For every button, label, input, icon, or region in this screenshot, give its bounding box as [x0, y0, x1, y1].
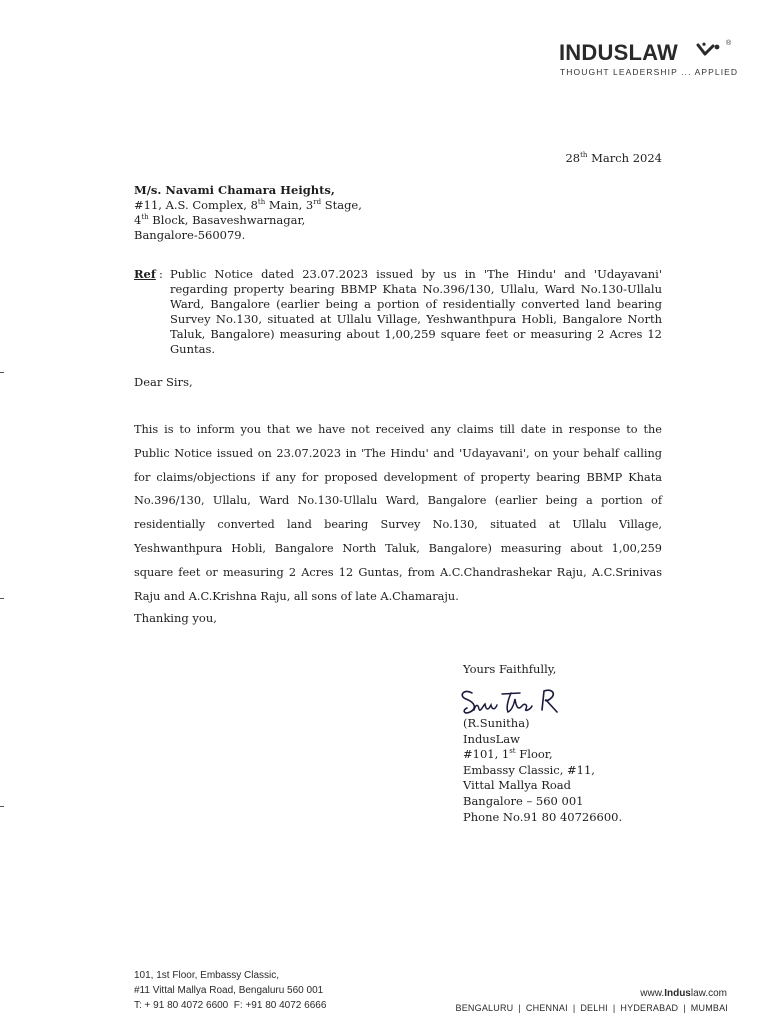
- margin-mark: [0, 598, 4, 599]
- footer-address-line: 101, 1st Floor, Embassy Classic,: [134, 970, 280, 981]
- logo-tagline: THOUGHT LEADERSHIP ... APPLIED: [560, 67, 739, 77]
- signatory-address-line: Vittal Mallya Road: [463, 778, 572, 793]
- closing-line: Yours Faithfully,: [463, 662, 557, 676]
- date-month-year: March 2024: [587, 151, 662, 165]
- footer-address-line: #11 Vittal Mallya Road, Bengaluru 560 001: [134, 985, 324, 996]
- signatory-firm: IndusLaw: [463, 731, 520, 746]
- signatory-phone: Phone No.91 80 40726600.: [463, 809, 623, 824]
- reference-text: Public Notice dated 23.07.2023 issued by us in 'The Hindu' and 'Udayavani' regarding property bearing BBMP Khata No.396/130, Ullalu, Ward No.130-Ullalu Ward, Bangalore (earlier being a portion of residentially converted land bearing Survey No.130, situated at Ullalu Village, Yeshwanthpura Hobli, Bangalore North Taluk, Bangalore) measuring about 1,00,259 square feet or measuring 2 Acres 12 Guntas.: [170, 267, 662, 356]
- footer-city: MUMBAI: [690, 1003, 728, 1013]
- addressee-line: 4th Block, Basaveshwarnagar,: [134, 213, 306, 227]
- footer-website-link[interactable]: www.Induslaw.com: [640, 988, 727, 999]
- body-paragraph: This is to inform you that we have not received any claims till date in response to the Public Notice issued on 23.07.2023 in 'The Hindu' and 'Udayavani', on your behalf calling for claims/objections if any for proposed development of property bearing BBMP Khata No.396/130, Ullalu, Ward No.130-Ullalu Ward, Bangalore (earlier being a portion of residentially converted land bearing Survey No.130, situated at Ullalu Village, Yeshwanthpura Hobli, Bangalore North Taluk, Bangalore) measuring about 1,00,259 square feet or measuring 2 Acres 12 Guntas, from A.C.Chandrashekar Raju, A.C.Srinivas Raju and A.C.Krishna Raju, all sons of late A.Chamaraju.: [134, 423, 662, 603]
- logo-wordmark: INDUSLAW: [559, 40, 678, 65]
- footer-address: [134, 968, 326, 1013]
- signatory-address-line: Bangalore – 560 001: [463, 793, 584, 808]
- margin-mark: [0, 372, 4, 373]
- reference-colon: :: [159, 267, 163, 281]
- footer-city: CHENNAI: [525, 1003, 568, 1013]
- city-separator: |: [683, 1003, 686, 1013]
- addressee-line: Bangalore-560079.: [134, 228, 246, 242]
- margin-mark: [0, 806, 4, 807]
- registered-mark: ®: [726, 40, 732, 47]
- signatory-block: [463, 716, 622, 825]
- city-separator: |: [572, 1003, 576, 1013]
- footer-contact-line: T: + 91 80 4072 6600 F: +91 80 4072 6666: [134, 1000, 327, 1011]
- reference-label: Ref: [134, 267, 156, 281]
- date-suffix: th: [580, 151, 588, 160]
- salutation: Dear Sirs,: [134, 375, 193, 389]
- addressee-name: M/s. Navami Chamara Heights,: [134, 183, 335, 197]
- footer-city: BENGALURU: [455, 1003, 514, 1013]
- footer-city: DELHI: [580, 1003, 608, 1013]
- footer-cities: [456, 1003, 728, 1013]
- date-day: 28: [565, 151, 581, 165]
- city-separator: |: [612, 1003, 616, 1013]
- reference-block: [134, 267, 662, 357]
- footer-city: HYDERABAD: [620, 1003, 679, 1013]
- thanking-line: Thanking you,: [134, 611, 217, 625]
- addressee-line: #11, A.S. Complex, 8th Main, 3rd Stage,: [134, 198, 362, 212]
- signatory-name: (R.Sunitha): [463, 716, 530, 730]
- signatory-address-line: #101, 1st Floor,: [463, 747, 553, 762]
- signatory-address-line: Embassy Classic, #11,: [463, 762, 595, 777]
- city-separator: |: [518, 1003, 521, 1013]
- addressee-block: [134, 183, 362, 243]
- letter-date: [565, 151, 662, 166]
- induslaw-logo: [559, 40, 739, 82]
